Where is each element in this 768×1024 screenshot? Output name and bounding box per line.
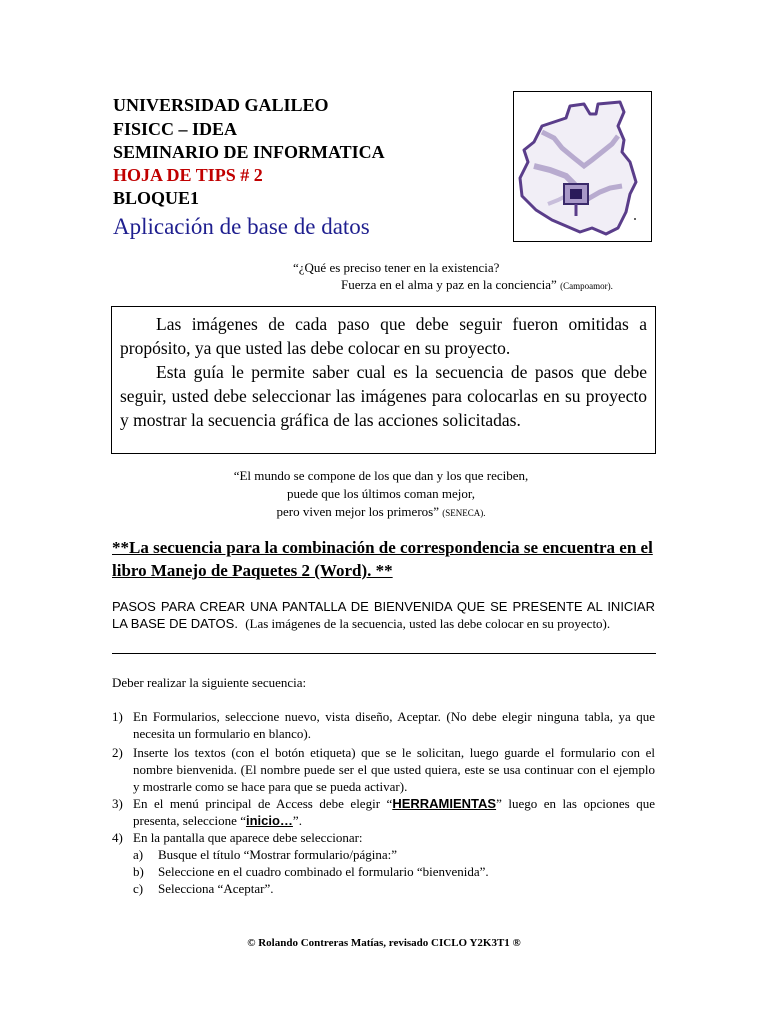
list-item — [112, 829, 655, 846]
sub-step-letter: b) — [133, 864, 144, 879]
herramientas-menu-label: HERRAMIENTAS — [392, 796, 497, 811]
sheet-number: HOJA DE TIPS # 2 — [113, 165, 263, 185]
footer-copyright: © Rolando Contreras Matías, revisado CICLO Y2K3T1 ® — [247, 937, 521, 949]
inicio-option-label: inicio… — [245, 813, 293, 828]
sub-list-item — [112, 880, 655, 897]
sub-list-item — [112, 863, 655, 880]
step-text-pre: En el menú principal de Access debe elegir “ — [133, 796, 393, 811]
steps-heading-title: PASOS PARA CREAR UNA PANTALLA DE BIENVENIDA QUE SE PRESENTE AL INICIAR LA BASE DE DATOS. — [112, 599, 655, 631]
sequence-intro: Deber realizar la siguiente secuencia: — [112, 675, 307, 690]
steps-list — [112, 708, 655, 897]
steps-heading-note: (Las imágenes de la secuencia, usted las debe colocar en su proyecto). — [245, 616, 611, 631]
quote-seneca-line1: “El mundo se compone de los que dan y los que reciben, — [233, 468, 529, 483]
guatemala-map-logo — [513, 91, 652, 242]
step-number: 4) — [112, 830, 123, 845]
list-item — [112, 795, 655, 829]
step-text: Inserte los textos (con el botón etiqueta) que se le solicitan, luego guarde el formulario con el nombre bienvenida. (El nombre puede ser el que usted quiera, este se usa continuar con el ejemplo y mostrarle como se hace para que se pueda activar). — [133, 745, 655, 794]
faculty-name: FISICC – IDEA — [113, 119, 238, 139]
page-title: Aplicación de base de datos — [113, 214, 370, 239]
sub-step-letter: a) — [133, 847, 144, 862]
list-item — [112, 744, 655, 795]
notice-box — [111, 306, 656, 454]
university-name: UNIVERSIDAD GALILEO — [113, 95, 329, 115]
quote-campoamor-author: (Campoamor). — [560, 281, 613, 291]
step-number: 1) — [112, 709, 123, 724]
step-text: En Formularios, seleccione nuevo, vista diseño, Aceptar. (No debe elegir ninguna tabla, ya que necesita un formulario en blanco). — [133, 709, 655, 741]
map-icon — [514, 92, 651, 241]
step-text: En la pantalla que aparece debe seleccionar: — [133, 830, 363, 845]
step-number: 3) — [112, 796, 123, 811]
step-number: 2) — [112, 745, 123, 760]
quote-seneca-line3 — [181, 503, 581, 522]
step-text-mid: ” luego en las opciones que presenta, seleccione “ — [133, 796, 655, 828]
divider — [112, 653, 656, 654]
correspondence-note: **La secuencia para la combinación de correspondencia se encuentra en el libro Manejo de Paquetes 2 (Word). ** — [112, 538, 653, 580]
sub-step-text: Busque el título “Mostrar formulario/página:” — [158, 847, 397, 862]
quote-seneca-author: (SENECA). — [442, 508, 486, 518]
quote-seneca-text: pero viven mejor los primeros” — [276, 504, 439, 519]
sub-list-item — [112, 846, 655, 863]
sub-step-text: Selecciona “Aceptar”. — [158, 881, 274, 896]
list-item — [112, 708, 655, 742]
quote-campoamor-text: Fuerza en el alma y paz en la conciencia” — [341, 277, 557, 292]
sub-step-text: Seleccione en el cuadro combinado el formulario “bienvenida”. — [158, 864, 489, 879]
block-label: BLOQUE1 — [113, 188, 200, 208]
quote-campoamor-line1: “¿Qué es preciso tener en la existencia? — [293, 260, 500, 275]
sub-step-letter: c) — [133, 881, 144, 896]
steps-heading — [112, 598, 655, 632]
course-name: SEMINARIO DE INFORMATICA — [113, 142, 385, 162]
quote-campoamor-line2 — [341, 276, 613, 295]
quote-seneca-line2: puede que los últimos coman mejor, — [287, 486, 475, 501]
step-text-post: ”. — [292, 813, 302, 828]
notice-paragraph-2: Esta guía le permite saber cual es la secuencia de pasos que debe seguir, usted debe seleccionar las imágenes para colocarlas en su proyecto y mostrar la secuencia gráfica de las acciones solicitadas. — [120, 362, 647, 430]
notice-paragraph-1: Las imágenes de cada paso que debe seguir fueron omitidas a propósito, ya que usted las debe colocar en su proyecto. — [120, 314, 647, 358]
